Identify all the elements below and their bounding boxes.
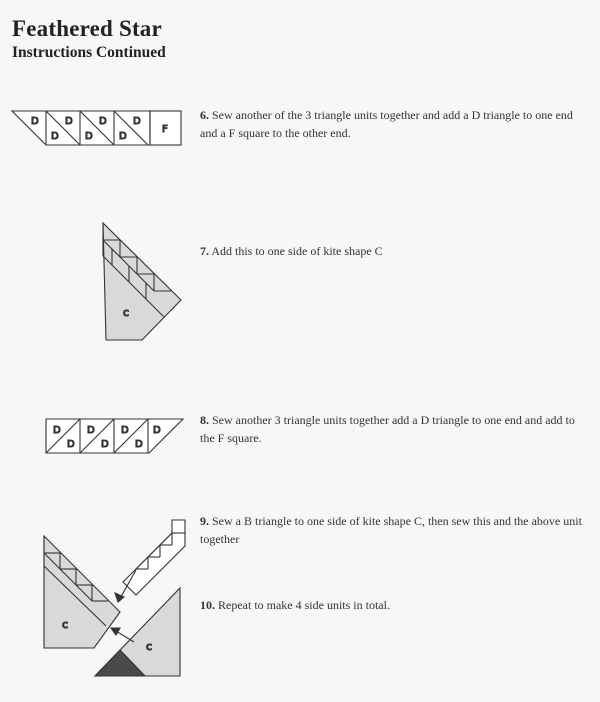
- step-8-number: 8.: [200, 413, 209, 427]
- step-9-text: Sew a B triangle to one side of kite shape C, then sew this and the above unit together: [200, 514, 582, 546]
- figure-step-7: [103, 223, 181, 340]
- page-title: Feathered Star: [12, 16, 162, 41]
- label-c: c: [62, 618, 69, 631]
- step-10-number: 10.: [200, 598, 215, 612]
- step-8-text: Sew another 3 triangle units together add a D triangle to one end and add to the F square.: [200, 413, 575, 445]
- figure-step-6: [12, 111, 181, 145]
- step-7-number: 7.: [200, 244, 209, 258]
- step-7-text: Add this to one side of kite shape C: [211, 244, 383, 258]
- page-subtitle: Instructions Continued: [12, 44, 166, 61]
- step-10-text: Repeat to make 4 side units in total.: [218, 598, 390, 612]
- label-c: c: [146, 640, 153, 653]
- label-d: D: [101, 439, 109, 450]
- label-d: D: [153, 425, 161, 436]
- label-d: D: [119, 131, 127, 142]
- label-d: D: [87, 425, 95, 436]
- label-d: D: [85, 131, 93, 142]
- label-d: D: [133, 116, 141, 127]
- label-f: F: [162, 124, 168, 135]
- figure-step-8: [46, 419, 183, 453]
- label-d: D: [121, 425, 129, 436]
- step-6-number: 6.: [200, 108, 209, 122]
- label-d: D: [135, 439, 143, 450]
- arrow-head-icon: [111, 628, 120, 635]
- label-d: D: [31, 116, 39, 127]
- label-c: c: [123, 306, 130, 319]
- label-d: D: [51, 131, 59, 142]
- label-d: D: [99, 116, 107, 127]
- step-6-text: Sew another of the 3 triangle units together and add a D triangle to one end and a F square to the other end.: [200, 108, 573, 140]
- label-d: D: [65, 116, 73, 127]
- step-9-number: 9.: [200, 514, 209, 528]
- label-d: D: [53, 425, 61, 436]
- label-d: D: [67, 439, 75, 450]
- figure-step-9: [44, 520, 185, 676]
